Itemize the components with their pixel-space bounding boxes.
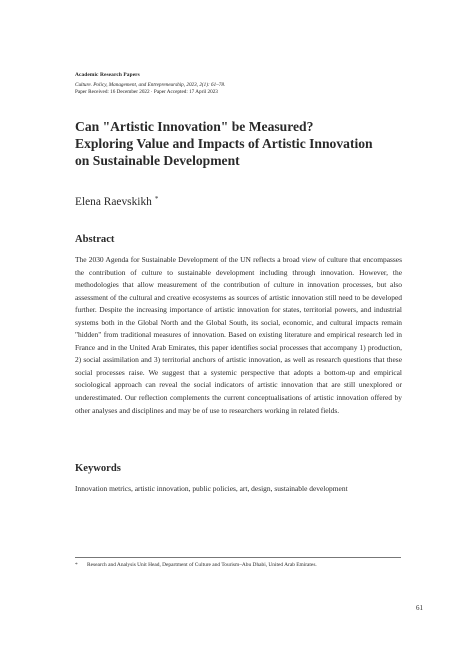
keywords-text: Innovation metrics, artistic innovation, public policies, art, design, sustainable development bbox=[75, 484, 348, 493]
author-name: Elena Raevskikh bbox=[75, 196, 152, 208]
journal-citation: Culture. Policy, Management, and Entrepreneurship, 2023, 2(1): 61–78. bbox=[75, 82, 226, 88]
abstract-text: The 2030 Agenda for Sustainable Development of the UN reflects a broad view of culture that encompasses the contribution of culture to sustainable development including through innovation. However, the methodologies that allow measurement of the contribution of culture in innovation processes, but also assessment of the cultural and creative ecosystems as sources of artistic innovation still need to be developed further. Despite the increasing importance of artistic innovation for states, territorial powers, and industrial systems both in the Global North and the Global South, its social, economic, and cultural impacts remain "hidden" from traditional measures of innovation. Based on existing literature and empirical research led in France and in the United Arab Emirates, this paper identifies social processes that accompany 1) production, 2) social assimilation and 3) territorial anchors of artistic innovation, as well as research questions that these social processes raise. We suggest that a systemic perspective that adopts a bottom-up and empirical sociological approach can reveal the social indicators of artistic innovation that are still unexplored or underestimated. Our reflection complements the current conceptualisations of artistic innovation offered by other analyses and disciplines and may be of use to researchers working in related fields. bbox=[75, 255, 402, 415]
keywords-heading: Keywords bbox=[75, 463, 121, 474]
footnote-text: Research and Analysis Unit Head, Department of Culture and Tourism–Abu Dhabi, United Arab Emirates. bbox=[87, 562, 317, 568]
footnote-divider bbox=[75, 557, 401, 558]
paper-title bbox=[75, 118, 405, 169]
page-number: 61 bbox=[416, 604, 423, 612]
title-line-2: Exploring Value and Impacts of Artistic Innovation bbox=[75, 136, 373, 151]
footnote-mark: * bbox=[75, 562, 78, 568]
author-line bbox=[75, 195, 158, 209]
paper-dates: Paper Received: 16 December 2022 · Paper Accepted: 17 April 2023 bbox=[75, 89, 218, 95]
title-line-3: on Sustainable Development bbox=[75, 153, 240, 168]
author-footnote-mark[interactable]: * bbox=[154, 195, 159, 203]
journal-header bbox=[75, 72, 405, 95]
title-line-1: Can "Artistic Innovation" be Measured? bbox=[75, 119, 314, 134]
abstract-heading: Abstract bbox=[75, 234, 115, 245]
section-label: Academic Research Papers bbox=[75, 72, 140, 78]
footnote bbox=[75, 561, 405, 569]
